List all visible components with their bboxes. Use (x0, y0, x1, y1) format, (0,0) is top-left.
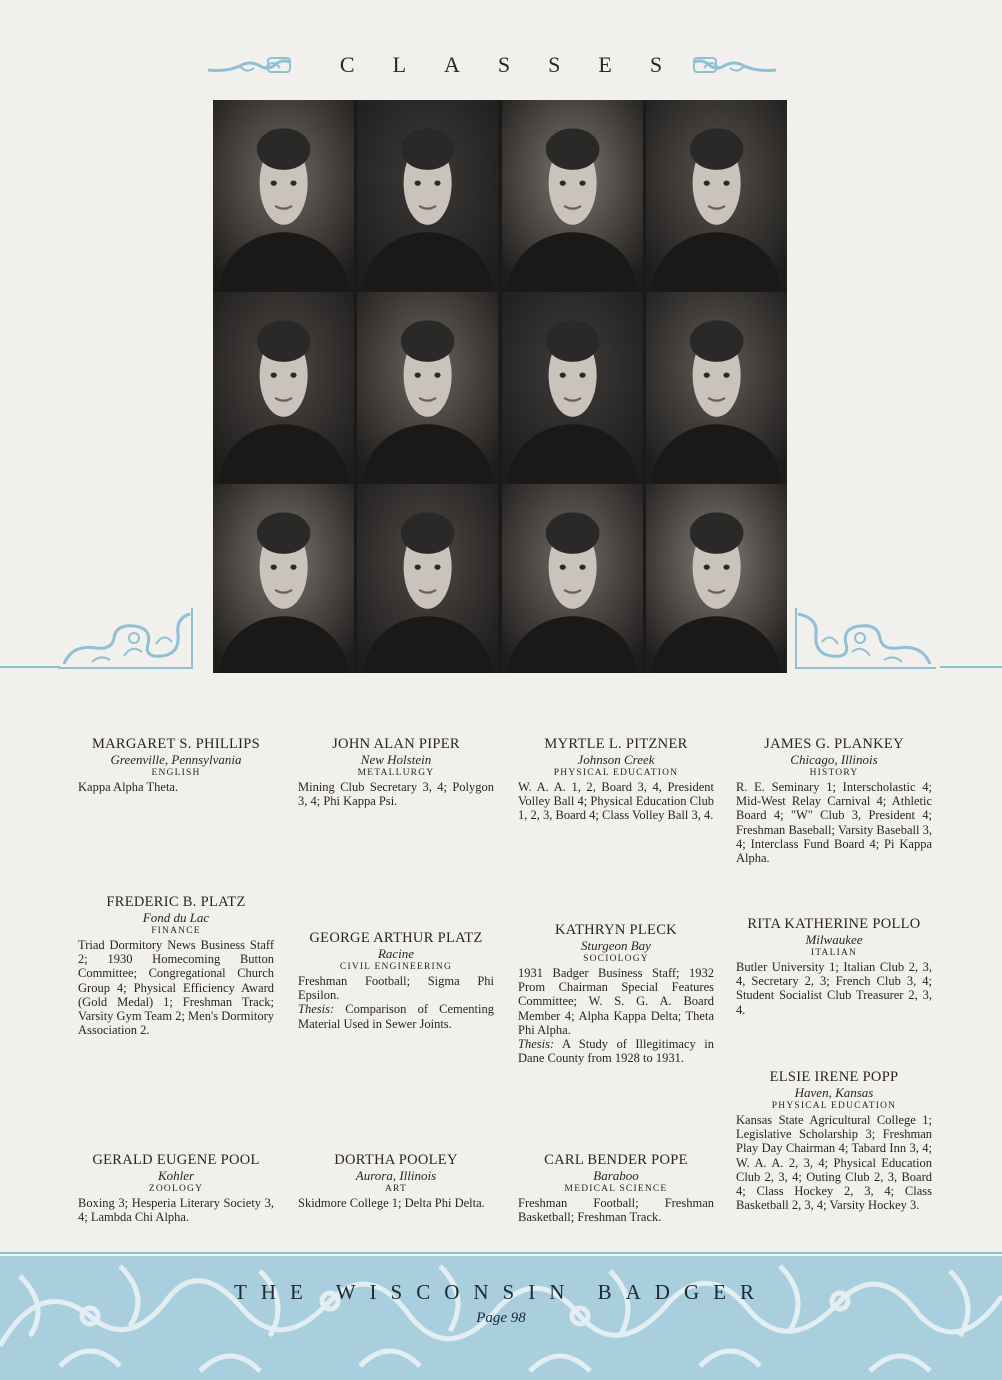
thesis-text: A Study of Illegitimacy in Dane County from 1928 to 1931. (518, 1037, 715, 1066)
student-portrait (357, 292, 498, 481)
student-entry (518, 922, 714, 1065)
student-entry (518, 736, 714, 823)
student-entry (298, 1152, 494, 1210)
student-activities: W. A. A. 1, 2, Board 3, 4, President Volley Ball 4; Physical Education Club 1, 2, 3, Board 4; Class Volley Ball 3, 4. (518, 780, 714, 823)
student-portrait (213, 100, 354, 289)
student-name: JAMES G. PLANKEY (764, 736, 904, 752)
portrait-grid (213, 100, 787, 673)
student-hometown: Johnson Creek (577, 752, 655, 767)
footer-rule (0, 1252, 1002, 1254)
student-hometown: Milwaukee (805, 932, 863, 947)
student-activities: Boxing 3; Hesperia Literary Society 3, 4; Lambda Chi Alpha. (78, 1196, 274, 1225)
student-portrait (646, 100, 787, 289)
scroll-ornament-left (206, 56, 292, 76)
student-activities: Skidmore College 1; Delta Phi Delta. (298, 1196, 485, 1210)
page-number: Page 98 (476, 1310, 526, 1326)
student-entry (78, 736, 274, 794)
student-hometown: Kohler (157, 1168, 195, 1183)
student-portrait (357, 484, 498, 673)
student-portrait (646, 484, 787, 673)
student-hometown: Aurora, Illinois (355, 1168, 437, 1183)
student-major: ENGLISH (151, 768, 201, 778)
student-hometown: Greenville, Pennsylvania (110, 752, 242, 767)
student-entry (736, 736, 932, 865)
student-entry (736, 916, 932, 1017)
student-thesis (298, 1002, 494, 1030)
student-major: PHYSICAL EDUCATION (553, 768, 679, 778)
student-name: MARGARET S. PHILLIPS (91, 736, 261, 752)
student-entry (518, 1152, 714, 1224)
thesis-text: Comparison of Cementing Material Used in Sewer Joints. (298, 1002, 495, 1031)
student-name: FREDERIC B. PLATZ (106, 894, 246, 910)
publication-title: THE WISCONSIN BADGER (234, 1280, 768, 1304)
student-entry (298, 930, 494, 1031)
student-entry (78, 1152, 274, 1224)
student-portrait (357, 100, 498, 289)
thesis-label: Thesis: (518, 1037, 555, 1052)
student-major: ITALIAN (810, 948, 858, 958)
student-major: METALLURGY (357, 768, 435, 778)
ornament-rule-right (940, 666, 1002, 668)
student-portrait (502, 292, 643, 481)
student-hometown: Sturgeon Bay (581, 938, 651, 953)
student-major: CIVIL ENGINEERING (339, 962, 453, 972)
student-activities: 1931 Badger Business Staff; 1932 Prom Chairman Special Features Committee; W. S. G. A. Board Member 4; Alpha Kappa Delta; Theta Phi Alpha. (518, 966, 714, 1037)
student-major: FINANCE (151, 926, 201, 936)
student-hometown: Racine (377, 946, 415, 961)
student-entry (298, 736, 494, 808)
acanthus-ornament-right (792, 604, 942, 672)
student-name: KATHRYN PLECK (555, 922, 677, 938)
student-activities: R. E. Seminary 1; Interscholastic 4; Mid-West Relay Carnival 4; Athletic Board 4; "W" Club 3, President 4; Freshman Baseball; Varsity Baseball 3, 4; Interclass Fund Board 4; Pi Kappa Alpha. (736, 780, 932, 866)
student-major: HISTORY (809, 768, 859, 778)
student-name: RITA KATHERINE POLLO (747, 916, 921, 932)
student-hometown: Fond du Lac (142, 910, 210, 925)
thesis-label: Thesis: (298, 1002, 335, 1017)
student-activities: Mining Club Secretary 3, 4; Polygon 3, 4; Phi Kappa Psi. (298, 780, 494, 809)
student-thesis (518, 1037, 714, 1065)
student-name: MYRTLE L. PITZNER (544, 736, 688, 752)
student-activities: Butler University 1; Italian Club 2, 3, 4, Secretary 2, 3; French Club 3, 4; Student Socialist Club Treasurer 2, 3, 4. (736, 960, 932, 1017)
student-major: MEDICAL SCIENCE (564, 1184, 668, 1194)
student-entry (736, 1069, 932, 1212)
student-activities: Freshman Football; Sigma Phi Epsilon. (298, 974, 494, 1003)
acanthus-ornament-left (52, 604, 196, 672)
page-header: CLASSES (339, 52, 701, 77)
student-portrait (646, 292, 787, 481)
student-major: SOCIOLOGY (583, 954, 649, 964)
student-name: DORTHA POOLEY (334, 1152, 458, 1168)
student-portrait (502, 484, 643, 673)
student-portrait (213, 292, 354, 481)
student-activities: Kappa Alpha Theta. (78, 780, 179, 794)
student-name: ELSIE IRENE POPP (769, 1069, 899, 1085)
student-entry (78, 894, 274, 1037)
student-major: ART (384, 1184, 408, 1194)
ornament-rule-left (0, 666, 60, 668)
scroll-ornament-right (692, 56, 778, 76)
student-portrait (213, 484, 354, 673)
student-hometown: Haven, Kansas (794, 1085, 874, 1100)
student-portrait (502, 100, 643, 289)
student-activities: Triad Dormitory News Business Staff 2; 1930 Homecoming Button Committee; Congregational Church Group 4; Physical Efficiency Award (Gold Medal) 1; Freshman Track; Varsity Gym Team 2; Men's Dormitory Association 2. (78, 938, 274, 1038)
student-name: GERALD EUGENE POOL (92, 1152, 260, 1168)
student-name: GEORGE ARTHUR PLATZ (309, 930, 483, 946)
student-activities: Freshman Football; Freshman Basketball; Freshman Track. (518, 1196, 714, 1225)
student-activities: Kansas State Agricultural College 1; Legislative Scholarship 3; Freshman Play Day Chairman 4; Tabard Inn 3, 4; W. A. A. 2, 3, 4; Physical Education Club 2, 3, 4; Outing Club 2, 3, Board 4; Class Hockey 2, 3, 4; Class Basketball 2, 3, 4; Varsity Hockey 3. (736, 1113, 932, 1213)
student-major: ZOOLOGY (148, 1184, 204, 1194)
student-name: JOHN ALAN PIPER (332, 736, 460, 752)
student-hometown: New Holstein (360, 752, 432, 767)
student-hometown: Chicago, Illinois (790, 752, 878, 767)
student-name: CARL BENDER POPE (544, 1152, 688, 1168)
student-major: PHYSICAL EDUCATION (771, 1101, 897, 1111)
student-hometown: Baraboo (593, 1168, 639, 1183)
